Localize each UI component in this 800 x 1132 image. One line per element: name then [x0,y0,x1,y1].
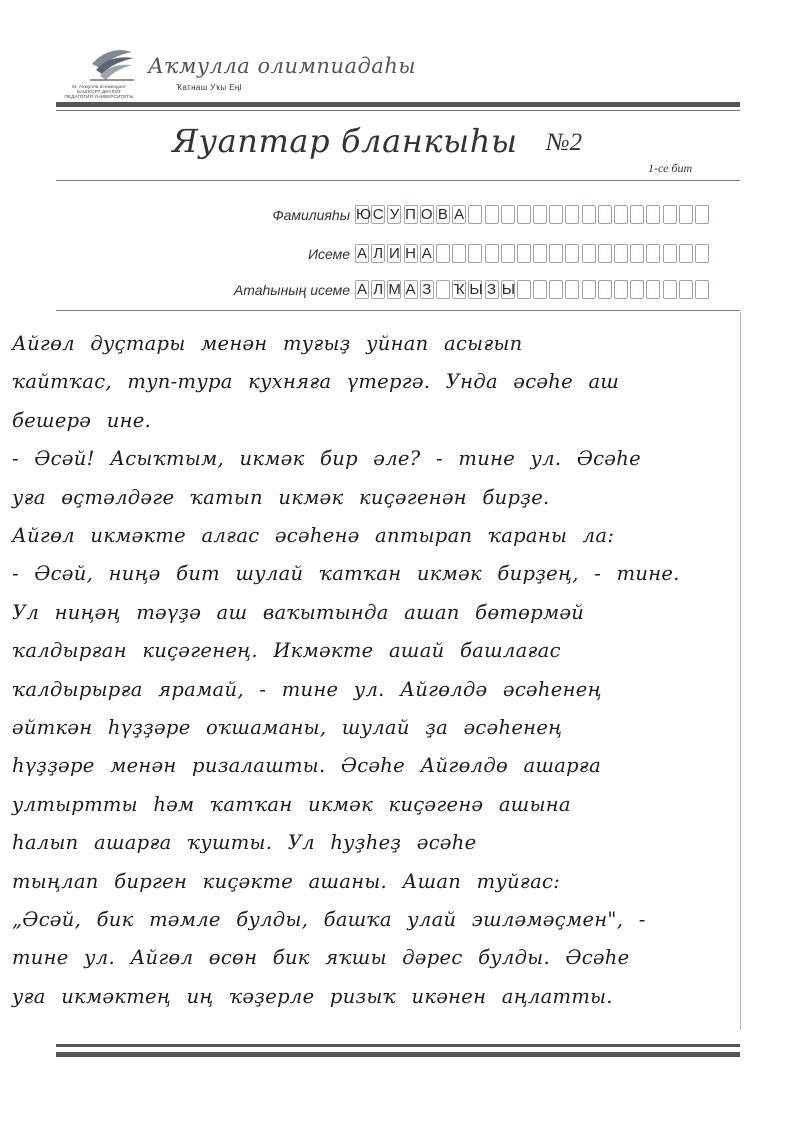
letter-cell[interactable]: Ҡ [453,281,465,298]
empty-letter-cell[interactable] [549,205,563,224]
empty-letter-cell[interactable] [614,280,628,299]
footer-rule-thick [56,1052,740,1057]
surname-label: Фамилияһы [272,207,350,223]
university-name [58,84,140,100]
empty-letter-cell[interactable] [646,205,660,224]
empty-letter-cell[interactable] [582,205,596,224]
empty-letter-cell[interactable] [533,244,547,263]
header-rule [56,102,740,107]
name-label: Исеме [307,246,350,262]
empty-letter-cell[interactable] [517,280,531,299]
handwritten-line: һалып ашарға ҡушты. Ул һуҙһеҙ әсәһе [12,831,477,855]
name-cells[interactable] [355,244,711,263]
empty-letter-cell[interactable] [468,244,482,263]
handwritten-line: Айгөл дуҫтары менән туғыҙ уйнап асығып [12,332,523,355]
empty-letter-cell[interactable] [663,280,677,299]
handwritten-line: ҡалдырырға ярамай, - тине ул. Айгөлдә әсәһенең [12,677,602,701]
handwritten-line: әйткән һүҙҙәре оҡшаманы, шулай ҙа әсәһенең [12,716,563,739]
empty-letter-cell[interactable] [695,244,709,263]
empty-letter-cell[interactable] [485,205,499,224]
letter-cell[interactable]: М [388,281,401,298]
book-logo-icon [86,44,138,84]
letter-cell[interactable]: А [356,245,367,262]
empty-letter-cell[interactable] [614,244,628,263]
empty-letter-cell[interactable] [663,244,677,263]
handwritten-line: бешерә ине. [12,408,152,432]
sheet-number: №2 [546,129,583,156]
empty-letter-cell[interactable] [501,205,515,224]
university-line: М. Аҡмулла исемендәге [72,84,126,89]
fields-rule [56,310,740,311]
empty-letter-cell[interactable] [630,244,644,263]
letter-cell[interactable]: З [485,280,499,299]
empty-letter-cell[interactable] [436,244,450,263]
empty-letter-cell[interactable] [695,205,709,224]
empty-letter-cell[interactable] [679,280,693,299]
letter-cell[interactable]: Н [405,245,416,262]
letter-cell[interactable]: П [405,206,416,223]
handwritten-line: уға икмәктең иң ҡәҙерле ризыҡ икәнен аңлатты. [12,984,613,1008]
empty-letter-cell[interactable] [533,205,547,224]
empty-letter-cell[interactable] [695,280,709,299]
letter-cell[interactable]: А [421,245,432,262]
empty-letter-cell[interactable] [517,244,531,263]
patronymic-cells[interactable] [355,280,711,299]
letter-cell[interactable]: Л [371,244,385,263]
university-line: ПЕДАГОГИЯ УНИВЕРСИТЕТЫ [64,94,134,100]
letter-cell[interactable]: В [437,206,448,223]
title-rule [56,180,740,181]
empty-letter-cell[interactable] [468,205,482,224]
empty-letter-cell[interactable] [646,280,660,299]
letter-cell[interactable]: У [387,205,401,224]
empty-letter-cell[interactable] [565,205,579,224]
letter-cell[interactable]: Ы [469,281,483,298]
handwritten-line: Айгөл икмәкте алғас әсәһенә аптырап ҡараны ла: [12,524,615,547]
olympiad-subtitle: Ҡатнаш Уҡы Еңl [176,83,242,92]
handwritten-line: ултыртты һәм ҡатҡан икмәк киҫәгенә ашына [12,792,571,816]
patronymic-label: Атаһының исеме [233,282,350,298]
empty-letter-cell[interactable] [679,244,693,263]
handwritten-line: „Әсәй, бик тәмле булды, башҡа улай эшләмәҫмен", - [12,908,646,931]
empty-letter-cell[interactable] [517,205,531,224]
empty-letter-cell[interactable] [565,280,579,299]
sheet-title: Яуаптар бланкыһы [172,122,518,160]
letter-cell[interactable]: И [388,245,400,262]
empty-letter-cell[interactable] [630,205,644,224]
handwritten-line: тине ул. Айгөл өсөн бик яҡшы дәрес булды. Әсәһе [12,946,630,970]
olympiad-title: Аҡмулла олимпиадаһы [148,54,416,78]
empty-letter-cell[interactable] [630,280,644,299]
letter-cell[interactable]: А [356,281,367,298]
empty-letter-cell[interactable] [549,280,563,299]
letter-cell[interactable]: А [454,206,465,223]
handwritten-line: - Әсәй! Асыҡтым, икмәк бир әле? - тине ул. Әсәһе [12,447,641,471]
handwritten-line: тыңлап бирген киҫәкте ашаны. Ашап туйғас: [12,869,561,893]
letter-cell[interactable]: Ы [501,281,515,298]
empty-letter-cell[interactable] [501,244,515,263]
handwritten-line: ҡайтҡас, туп-тура кухняға үтергә. Унда әсәһе аш [12,370,620,394]
answer-text-area[interactable] [12,318,742,1018]
letter-cell[interactable]: А [405,281,416,298]
empty-letter-cell[interactable] [565,244,579,263]
empty-letter-cell[interactable] [598,205,612,224]
handwritten-line: ҡалдырған киҫәгенең. Икмәкте ашай башлағас [12,639,561,663]
footer-rule [56,1044,740,1047]
surname-cells[interactable] [355,205,711,224]
empty-letter-cell[interactable] [452,244,466,263]
letter-cell[interactable] [436,280,450,299]
page-label: 1-се бит [648,161,693,175]
letter-cell[interactable]: Л [371,280,385,299]
empty-letter-cell[interactable] [646,244,660,263]
empty-letter-cell[interactable] [485,244,499,263]
empty-letter-cell[interactable] [582,280,596,299]
empty-letter-cell[interactable] [598,280,612,299]
empty-letter-cell[interactable] [614,205,628,224]
letter-cell[interactable]: О [420,206,433,223]
empty-letter-cell[interactable] [582,244,596,263]
empty-letter-cell[interactable] [663,205,677,224]
empty-letter-cell[interactable] [549,244,563,263]
handwritten-line: уға өҫтәлдәге ҡатып икмәк киҫәгенән бирҙе. [12,485,550,509]
handwritten-line: һүҙҙәре менән ризалашты. Әсәһе Айгөлдө ашарға [12,754,602,778]
handwritten-line: - Әсәй, ниңә бит шулай ҡатҡан икмәк бирҙең, - тине. [12,562,680,586]
letter-cell[interactable]: Ю [356,206,372,223]
header-rule-thin [56,110,740,111]
empty-letter-cell[interactable] [598,244,612,263]
letter-cell[interactable]: З [420,280,434,299]
empty-letter-cell[interactable] [533,280,547,299]
letter-cell[interactable]: С [372,206,384,223]
university-line: БАШҠОРТ ДӘҮЛӘТ [77,89,121,95]
handwritten-line: Ул ниңәң тәүҙә аш ваҡытында ашап бөтөрмәй [12,600,585,624]
empty-letter-cell[interactable] [679,205,693,224]
